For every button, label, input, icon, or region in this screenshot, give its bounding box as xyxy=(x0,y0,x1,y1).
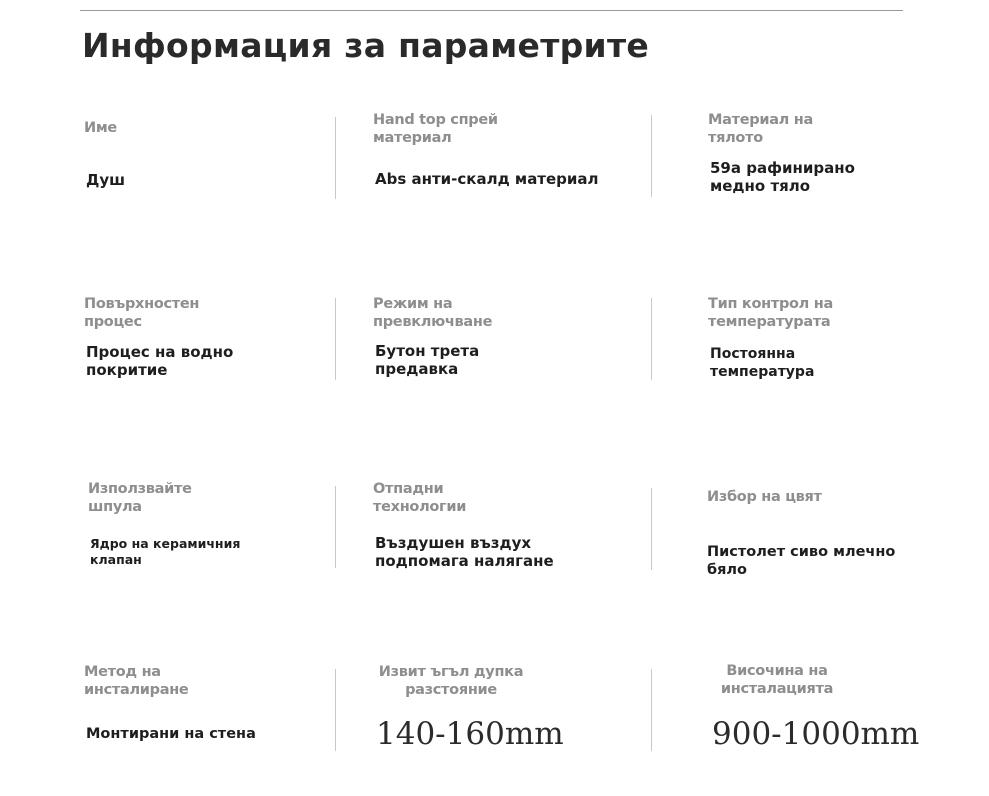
param-color-choice xyxy=(707,488,937,578)
param-bent-angle-hole-distance xyxy=(376,663,606,752)
param-label: Материал на тялото xyxy=(708,112,813,146)
param-name xyxy=(84,119,314,189)
param-waste-technology xyxy=(373,480,603,570)
param-value: Бутон трета предавка xyxy=(375,342,480,378)
param-label: Име xyxy=(84,120,117,136)
column-divider xyxy=(651,669,652,751)
param-label: Отпадни технологии xyxy=(373,481,467,515)
param-value: 140-160mm xyxy=(376,716,564,752)
column-divider xyxy=(335,669,336,751)
param-label: Използвайте шпула xyxy=(88,481,192,515)
param-label: Режим на превключване xyxy=(373,296,493,330)
page-title: Информация за параметрите xyxy=(82,26,650,65)
param-label: Hand top спрей материал xyxy=(373,112,498,146)
param-value: Монтирани на стена xyxy=(86,726,256,742)
param-value: Пистолет сиво млечно бяло xyxy=(707,544,896,578)
param-installation-height xyxy=(712,662,942,752)
param-value: Постоянна температура xyxy=(710,346,815,380)
param-temperature-control-type xyxy=(708,295,938,380)
column-divider xyxy=(651,115,652,197)
param-label: Избор на цвят xyxy=(707,489,822,505)
param-spool-used xyxy=(88,480,318,567)
column-divider xyxy=(335,486,336,568)
param-switch-mode xyxy=(373,295,603,378)
param-value: Ядро на керамичния клапан xyxy=(90,536,241,567)
column-divider xyxy=(335,117,336,199)
param-surface-process xyxy=(84,295,314,379)
param-label: Повърхностен процес xyxy=(84,296,200,330)
column-divider xyxy=(651,488,652,570)
param-label: Височина на инсталацията xyxy=(720,663,834,697)
param-value: 900-1000mm xyxy=(712,716,920,752)
param-value: Процес на водно покритие xyxy=(86,343,234,379)
param-hand-top-spray-material xyxy=(373,111,603,188)
column-divider xyxy=(335,298,336,380)
param-value: Душ xyxy=(86,171,126,189)
param-value: Въздушен въздух подпомага налягане xyxy=(375,534,554,570)
param-installation-method xyxy=(84,663,314,742)
top-divider-line xyxy=(80,10,903,11)
param-value: Abs анти-скалд материал xyxy=(375,170,599,188)
param-label: Извит ъгъл дупка разстояние xyxy=(378,664,524,698)
param-label: Тип контрол на температурата xyxy=(708,296,833,330)
param-value: 59а рафинирано медно тяло xyxy=(710,159,855,195)
column-divider xyxy=(651,298,652,380)
param-body-material xyxy=(708,111,938,195)
param-label: Метод на инсталиране xyxy=(84,664,189,698)
